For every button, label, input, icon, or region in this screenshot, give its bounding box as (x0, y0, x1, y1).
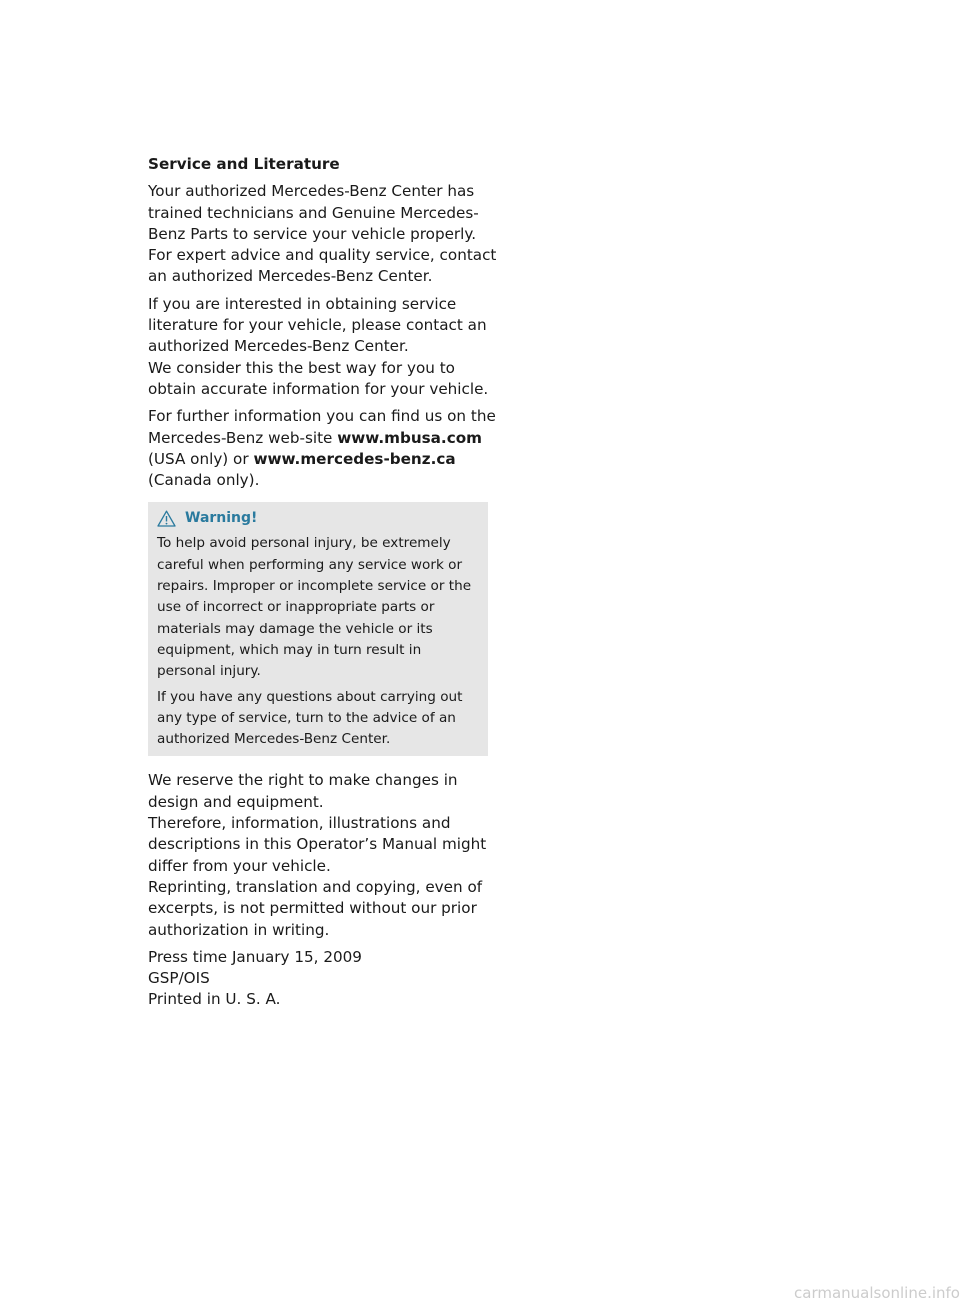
text-line: repairs. Improper or incomplete service or the (157, 578, 472, 595)
text-line: differ from your vehicle. (148, 856, 331, 875)
warning-box (148, 502, 488, 756)
warning-paragraph-2 (157, 687, 480, 751)
text-line: personal injury. (157, 663, 261, 680)
footer-watermark: carmanualsonline.info (794, 1284, 960, 1302)
text-line: an authorized Mercedes-Benz Center. (148, 267, 433, 286)
text-line: literature for your vehicle, please contact an (148, 316, 487, 335)
text-line: design and equipment. (148, 792, 324, 811)
text-line: Printed in U. S. A. (148, 990, 281, 1009)
paragraph-reservations (148, 770, 486, 940)
section-heading: Service and Literature (148, 155, 340, 173)
text-line: materials may damage the vehicle or its (157, 620, 433, 637)
text-line: authorization in writing. (148, 920, 330, 939)
text-line: Therefore, information, illustrations and (148, 814, 451, 833)
link-mbusa[interactable]: www.mbusa.com (337, 428, 482, 447)
text-line: We consider this the best way for you to (148, 358, 455, 377)
text-line: If you have any questions about carrying out (157, 688, 463, 705)
text-line: any type of service, turn to the advice of an (157, 709, 456, 726)
text-line: trained technicians and Genuine Mercedes- (148, 203, 479, 222)
text-line: Your authorized Mercedes-Benz Center has (148, 182, 475, 201)
text-line: equipment, which may in turn result in (157, 641, 422, 658)
text-line: For further information you can find us on the (148, 407, 496, 426)
text-line: We reserve the right to make changes in (148, 771, 458, 790)
paragraph-websites (148, 406, 496, 491)
link-mercedes-benz-ca[interactable]: www.mercedes-benz.ca (253, 449, 456, 468)
text-line (148, 428, 486, 449)
text-line: For expert advice and quality service, contact (148, 246, 497, 265)
paragraph-press-info (148, 947, 486, 1011)
text-line: If you are interested in obtaining service (148, 294, 457, 313)
warning-title-label: Warning! (185, 510, 258, 527)
text-line: GSP/OIS (148, 969, 210, 988)
text-line: (Canada only). (148, 471, 260, 490)
warning-title (157, 508, 480, 528)
text-line: Reprinting, translation and copying, even of (148, 877, 483, 896)
warning-paragraph-1 (157, 533, 480, 682)
text-line: descriptions in this Operator’s Manual might (148, 835, 487, 854)
text-line: authorized Mercedes-Benz Center. (157, 731, 391, 748)
text-line: obtain accurate information for your vehicle. (148, 379, 489, 398)
warning-triangle-icon (157, 510, 176, 527)
text-fragment: (USA only) or (148, 449, 254, 468)
paragraph-literature (148, 294, 489, 400)
text-line (148, 449, 486, 470)
text-line: authorized Mercedes-Benz Center. (148, 337, 409, 356)
paragraph-service-center (148, 181, 497, 287)
text-line: excerpts, is not permitted without our prior (148, 899, 477, 918)
text-line: To help avoid personal injury, be extremely (157, 535, 451, 552)
text-line: careful when performing any service work or (157, 556, 463, 573)
text-fragment: Mercedes-Benz web-site (148, 428, 338, 447)
text-line: use of incorrect or inappropriate parts or (157, 599, 435, 616)
text-line: Benz Parts to service your vehicle properly. (148, 224, 477, 243)
text-line: Press time January 15, 2009 (148, 947, 362, 966)
document-column (148, 154, 497, 1017)
